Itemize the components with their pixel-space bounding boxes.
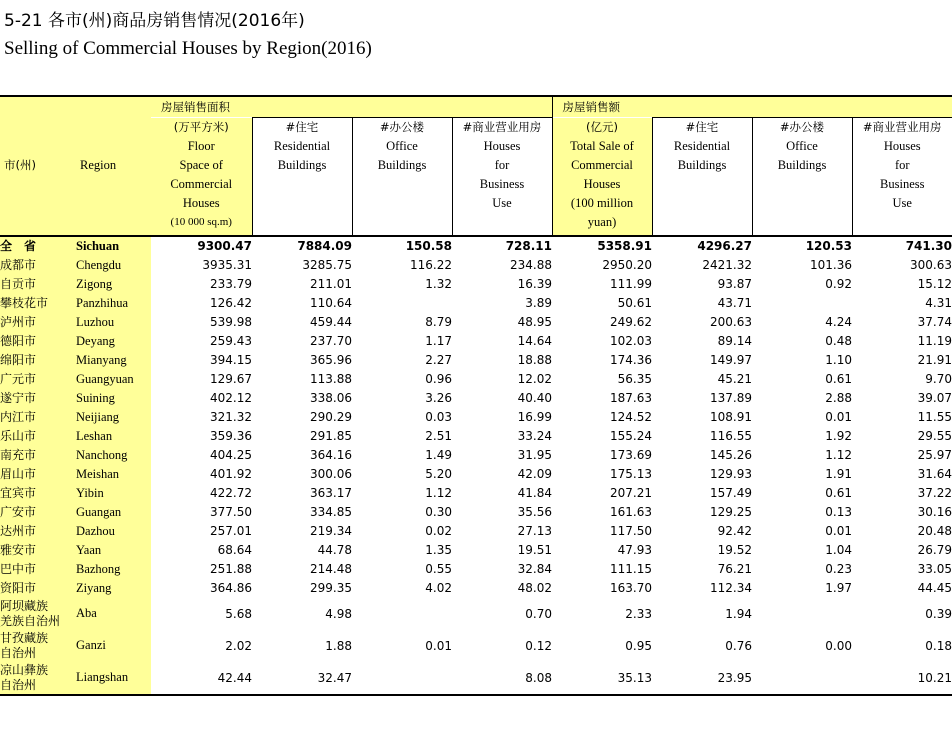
value-cell: 145.26 xyxy=(710,448,752,462)
value-cell: 89.14 xyxy=(717,334,752,348)
region-name-cn: 甘孜藏族 自治州 xyxy=(0,630,76,662)
value-cell: 31.95 xyxy=(517,448,552,462)
value-cell: 257.01 xyxy=(210,524,252,538)
value-cell: 12.02 xyxy=(517,372,552,386)
value-cell: 29.55 xyxy=(917,429,952,443)
value-cell: 237.70 xyxy=(310,334,352,348)
region-name-en: Sichuan xyxy=(76,236,151,256)
region-name-cn: 德阳市 xyxy=(0,332,76,351)
header-area-business: #商业营业用房 Houses for Business Use xyxy=(452,118,552,236)
value-cell: 33.24 xyxy=(517,429,552,443)
value-cell: 47.93 xyxy=(617,543,652,557)
value-cell: 35.13 xyxy=(552,662,652,695)
region-name-en: Guangan xyxy=(76,503,151,522)
value-cell: 175.13 xyxy=(610,467,652,481)
value-cell: 1.88 xyxy=(325,638,352,653)
region-name-en: Suining xyxy=(76,389,151,408)
value-cell: 338.06 xyxy=(310,391,352,405)
value-cell: 9.70 xyxy=(925,372,952,386)
table-row xyxy=(0,313,952,332)
value-cell: 211.01 xyxy=(310,277,352,291)
value-cell xyxy=(752,294,852,313)
table-title-en: Selling of Commercial Houses by Region(2016) xyxy=(4,38,372,59)
value-cell: 116.22 xyxy=(410,258,452,272)
value-cell: 157.49 xyxy=(710,486,752,500)
value-cell: 30.16 xyxy=(917,505,952,519)
value-cell: 377.50 xyxy=(210,505,252,519)
value-cell: 5.68 xyxy=(225,606,252,621)
value-cell: 5358.91 xyxy=(552,236,652,256)
value-cell: 0.92 xyxy=(825,277,852,291)
value-cell: 8.79 xyxy=(425,315,452,329)
region-name-cn: 全 省 xyxy=(0,236,76,256)
value-cell: 150.58 xyxy=(352,236,452,256)
value-cell: 1.12 xyxy=(425,486,452,500)
value-cell: 4.02 xyxy=(425,581,452,595)
value-cell: 48.02 xyxy=(517,581,552,595)
value-cell: 14.64 xyxy=(517,334,552,348)
value-cell: 23.95 xyxy=(652,662,752,695)
value-cell: 111.15 xyxy=(610,562,652,576)
region-name-cn: 宜宾市 xyxy=(0,484,76,503)
header-area-residential: #住宅 Residential Buildings xyxy=(252,118,352,236)
sales-table xyxy=(0,95,952,696)
value-cell: 0.18 xyxy=(925,638,952,653)
value-cell: 10.21 xyxy=(852,662,952,695)
value-cell: 0.55 xyxy=(425,562,452,576)
value-cell: 187.63 xyxy=(610,391,652,405)
value-cell: 214.48 xyxy=(310,562,352,576)
value-cell: 11.55 xyxy=(917,410,952,424)
region-name-en: Meishan xyxy=(76,465,151,484)
region-name-cn: 资阳市 xyxy=(0,579,76,598)
value-cell: 300.63 xyxy=(910,258,952,272)
value-cell: 1.32 xyxy=(425,277,452,291)
value-cell: 363.17 xyxy=(310,486,352,500)
value-cell: 124.52 xyxy=(610,410,652,424)
header-sales-office: #办公楼 Office Buildings xyxy=(752,118,852,236)
header-area-group: 房屋销售面积 xyxy=(151,96,552,118)
value-cell: 0.01 xyxy=(825,524,852,538)
value-cell: 101.36 xyxy=(810,258,852,272)
header-area-total: (万平方米) Floor Space of Commercial Houses (10 000 sq.m) xyxy=(151,118,252,236)
value-cell: 0.39 xyxy=(925,606,952,621)
table-row xyxy=(0,484,952,503)
region-name-cn: 阿坝藏族 羌族自治州 xyxy=(0,598,76,630)
region-name-en: Ziyang xyxy=(76,579,151,598)
value-cell: 137.89 xyxy=(710,391,752,405)
value-cell: 163.70 xyxy=(610,581,652,595)
value-cell: 291.85 xyxy=(310,429,352,443)
header-sales-total: (亿元) Total Sale of Commercial Houses (100 million yuan) xyxy=(552,118,652,236)
value-cell: 9300.47 xyxy=(151,236,252,256)
value-cell: 42.09 xyxy=(517,467,552,481)
table-row-total xyxy=(0,236,952,256)
table-row xyxy=(0,275,952,294)
value-cell: 0.01 xyxy=(425,638,452,653)
value-cell: 207.21 xyxy=(610,486,652,500)
value-cell: 174.36 xyxy=(610,353,652,367)
value-cell: 50.61 xyxy=(617,296,652,310)
value-cell: 4.31 xyxy=(925,296,952,310)
value-cell: 173.69 xyxy=(610,448,652,462)
table-row xyxy=(0,522,952,541)
value-cell: 1.49 xyxy=(425,448,452,462)
value-cell xyxy=(352,662,452,695)
value-cell: 35.56 xyxy=(517,505,552,519)
value-cell: 0.61 xyxy=(825,372,852,386)
value-cell: 1.04 xyxy=(825,543,852,557)
region-name-en: Liangshan xyxy=(76,662,151,695)
value-cell: 21.91 xyxy=(917,353,952,367)
table-row xyxy=(0,446,952,465)
value-cell: 33.05 xyxy=(917,562,952,576)
value-cell: 48.95 xyxy=(517,315,552,329)
region-name-cn: 广安市 xyxy=(0,503,76,522)
value-cell: 0.95 xyxy=(625,638,652,653)
value-cell: 0.48 xyxy=(825,334,852,348)
table-row xyxy=(0,351,952,370)
table-row xyxy=(0,370,952,389)
table-row xyxy=(0,294,952,313)
value-cell: 129.25 xyxy=(710,505,752,519)
region-name-cn: 自贡市 xyxy=(0,275,76,294)
value-cell: 402.12 xyxy=(210,391,252,405)
region-name-cn: 达州市 xyxy=(0,522,76,541)
region-name-cn: 泸州市 xyxy=(0,313,76,332)
value-cell: 129.93 xyxy=(710,467,752,481)
table-row xyxy=(0,389,952,408)
value-cell: 120.53 xyxy=(752,236,852,256)
value-cell: 112.34 xyxy=(710,581,752,595)
value-cell: 7884.09 xyxy=(252,236,352,256)
value-cell: 32.84 xyxy=(517,562,552,576)
value-cell: 32.47 xyxy=(252,662,352,695)
value-cell: 364.16 xyxy=(310,448,352,462)
header-region-en: Region xyxy=(76,96,151,236)
value-cell: 1.35 xyxy=(425,543,452,557)
value-cell: 18.88 xyxy=(517,353,552,367)
value-cell: 300.06 xyxy=(310,467,352,481)
value-cell: 149.97 xyxy=(710,353,752,367)
table-row xyxy=(0,503,952,522)
value-cell: 39.07 xyxy=(917,391,952,405)
value-cell: 359.36 xyxy=(210,429,252,443)
region-name-en: Aba xyxy=(76,598,151,630)
value-cell: 1.97 xyxy=(825,581,852,595)
region-name-cn: 内江市 xyxy=(0,408,76,427)
value-cell: 0.00 xyxy=(825,638,852,653)
value-cell: 219.34 xyxy=(310,524,352,538)
value-cell: 8.08 xyxy=(452,662,552,695)
value-cell: 200.63 xyxy=(710,315,752,329)
region-name-en: Dazhou xyxy=(76,522,151,541)
value-cell: 1.91 xyxy=(825,467,852,481)
value-cell: 3.26 xyxy=(425,391,452,405)
value-cell: 0.01 xyxy=(825,410,852,424)
value-cell: 42.44 xyxy=(151,662,252,695)
value-cell: 3285.75 xyxy=(302,258,352,272)
region-name-cn: 遂宁市 xyxy=(0,389,76,408)
value-cell: 2.02 xyxy=(225,638,252,653)
value-cell: 44.78 xyxy=(317,543,352,557)
value-cell: 111.99 xyxy=(610,277,652,291)
value-cell: 20.48 xyxy=(917,524,952,538)
value-cell: 422.72 xyxy=(210,486,252,500)
table-row xyxy=(0,465,952,484)
region-name-cn: 绵阳市 xyxy=(0,351,76,370)
value-cell: 1.92 xyxy=(825,429,852,443)
value-cell: 126.42 xyxy=(210,296,252,310)
region-name-en: Deyang xyxy=(76,332,151,351)
value-cell: 108.91 xyxy=(710,410,752,424)
value-cell: 0.02 xyxy=(425,524,452,538)
value-cell: 2421.32 xyxy=(702,258,752,272)
header-city-cn: 市(州) xyxy=(0,96,76,236)
value-cell: 129.67 xyxy=(210,372,252,386)
table-row xyxy=(0,427,952,446)
value-cell: 117.50 xyxy=(610,524,652,538)
table-title-cn: 5-21 各市(州)商品房销售情况(2016年) xyxy=(4,11,305,31)
region-name-cn: 雅安市 xyxy=(0,541,76,560)
value-cell: 251.88 xyxy=(210,562,252,576)
header-sales-residential: #住宅 Residential Buildings xyxy=(652,118,752,236)
value-cell: 728.11 xyxy=(452,236,552,256)
value-cell: 2.27 xyxy=(425,353,452,367)
region-name-en: Leshan xyxy=(76,427,151,446)
value-cell: 0.96 xyxy=(425,372,452,386)
region-name-en: Panzhihua xyxy=(76,294,151,313)
region-name-en: Mianyang xyxy=(76,351,151,370)
region-name-en: Luzhou xyxy=(76,313,151,332)
region-name-cn: 攀枝花市 xyxy=(0,294,76,313)
region-name-en: Yaan xyxy=(76,541,151,560)
value-cell xyxy=(352,294,452,313)
value-cell: 0.23 xyxy=(825,562,852,576)
value-cell: 4296.27 xyxy=(652,236,752,256)
value-cell: 76.21 xyxy=(717,562,752,576)
table-row xyxy=(0,332,952,351)
value-cell: 5.20 xyxy=(425,467,452,481)
table-row xyxy=(0,579,952,598)
value-cell: 41.84 xyxy=(517,486,552,500)
value-cell: 92.42 xyxy=(717,524,752,538)
region-name-en: Yibin xyxy=(76,484,151,503)
value-cell: 113.88 xyxy=(310,372,352,386)
table-row xyxy=(0,630,952,662)
value-cell: 19.51 xyxy=(517,543,552,557)
value-cell xyxy=(352,598,452,630)
value-cell: 0.61 xyxy=(825,486,852,500)
region-name-en: Chengdu xyxy=(76,256,151,275)
value-cell: 404.25 xyxy=(210,448,252,462)
value-cell: 1.17 xyxy=(425,334,452,348)
header-sales-group: 房屋销售额 xyxy=(552,96,952,118)
value-cell: 4.98 xyxy=(325,606,352,621)
table-row xyxy=(0,560,952,579)
value-cell: 334.85 xyxy=(310,505,352,519)
value-cell: 299.35 xyxy=(310,581,352,595)
value-cell: 1.12 xyxy=(825,448,852,462)
value-cell: 19.52 xyxy=(717,543,752,557)
value-cell: 43.71 xyxy=(717,296,752,310)
region-name-cn: 乐山市 xyxy=(0,427,76,446)
value-cell: 321.32 xyxy=(210,410,252,424)
value-cell: 102.03 xyxy=(610,334,652,348)
value-cell: 539.98 xyxy=(210,315,252,329)
value-cell: 741.30 xyxy=(852,236,952,256)
region-name-cn: 南充市 xyxy=(0,446,76,465)
value-cell: 3935.31 xyxy=(202,258,252,272)
value-cell: 394.15 xyxy=(210,353,252,367)
value-cell: 16.39 xyxy=(517,277,552,291)
value-cell: 37.22 xyxy=(917,486,952,500)
value-cell: 364.86 xyxy=(210,581,252,595)
value-cell: 290.29 xyxy=(310,410,352,424)
value-cell xyxy=(752,662,852,695)
value-cell: 110.64 xyxy=(310,296,352,310)
value-cell: 25.97 xyxy=(917,448,952,462)
region-name-cn: 巴中市 xyxy=(0,560,76,579)
table-row xyxy=(0,598,952,630)
value-cell: 0.76 xyxy=(725,638,752,653)
table-row xyxy=(0,408,952,427)
table-row xyxy=(0,541,952,560)
value-cell: 0.12 xyxy=(525,638,552,653)
value-cell: 161.63 xyxy=(610,505,652,519)
value-cell: 2.51 xyxy=(425,429,452,443)
value-cell: 233.79 xyxy=(210,277,252,291)
value-cell: 1.10 xyxy=(825,353,852,367)
table-row xyxy=(0,662,952,695)
value-cell: 31.64 xyxy=(917,467,952,481)
region-name-en: Neijiang xyxy=(76,408,151,427)
value-cell: 401.92 xyxy=(210,467,252,481)
value-cell: 234.88 xyxy=(510,258,552,272)
region-name-en: Ganzi xyxy=(76,630,151,662)
value-cell: 155.24 xyxy=(610,429,652,443)
value-cell: 56.35 xyxy=(617,372,652,386)
value-cell: 1.94 xyxy=(725,606,752,621)
value-cell: 259.43 xyxy=(210,334,252,348)
value-cell: 4.24 xyxy=(825,315,852,329)
value-cell: 16.99 xyxy=(517,410,552,424)
region-name-cn: 凉山彝族 自治州 xyxy=(0,662,76,695)
value-cell: 40.40 xyxy=(517,391,552,405)
region-name-en: Nanchong xyxy=(76,446,151,465)
value-cell: 15.12 xyxy=(917,277,952,291)
region-name-en: Bazhong xyxy=(76,560,151,579)
value-cell: 44.45 xyxy=(917,581,952,595)
value-cell: 0.13 xyxy=(825,505,852,519)
region-name-en: Zigong xyxy=(76,275,151,294)
value-cell: 37.74 xyxy=(917,315,952,329)
value-cell: 0.03 xyxy=(425,410,452,424)
region-name-cn: 广元市 xyxy=(0,370,76,389)
value-cell: 459.44 xyxy=(310,315,352,329)
value-cell: 0.70 xyxy=(525,606,552,621)
value-cell: 2.33 xyxy=(625,606,652,621)
value-cell: 2.88 xyxy=(825,391,852,405)
value-cell: 2950.20 xyxy=(602,258,652,272)
value-cell: 116.55 xyxy=(710,429,752,443)
value-cell: 45.21 xyxy=(717,372,752,386)
value-cell: 249.62 xyxy=(610,315,652,329)
value-cell: 3.89 xyxy=(525,296,552,310)
value-cell: 0.30 xyxy=(425,505,452,519)
value-cell: 93.87 xyxy=(717,277,752,291)
region-name-cn: 眉山市 xyxy=(0,465,76,484)
header-area-office: #办公楼 Office Buildings xyxy=(352,118,452,236)
value-cell xyxy=(752,598,852,630)
header-sales-business: #商业营业用房 Houses for Business Use xyxy=(852,118,952,236)
region-name-cn: 成都市 xyxy=(0,256,76,275)
region-name-en: Guangyuan xyxy=(76,370,151,389)
value-cell: 27.13 xyxy=(517,524,552,538)
value-cell: 26.79 xyxy=(917,543,952,557)
value-cell: 11.19 xyxy=(917,334,952,348)
value-cell: 365.96 xyxy=(310,353,352,367)
table-row xyxy=(0,256,952,275)
value-cell: 68.64 xyxy=(217,543,252,557)
